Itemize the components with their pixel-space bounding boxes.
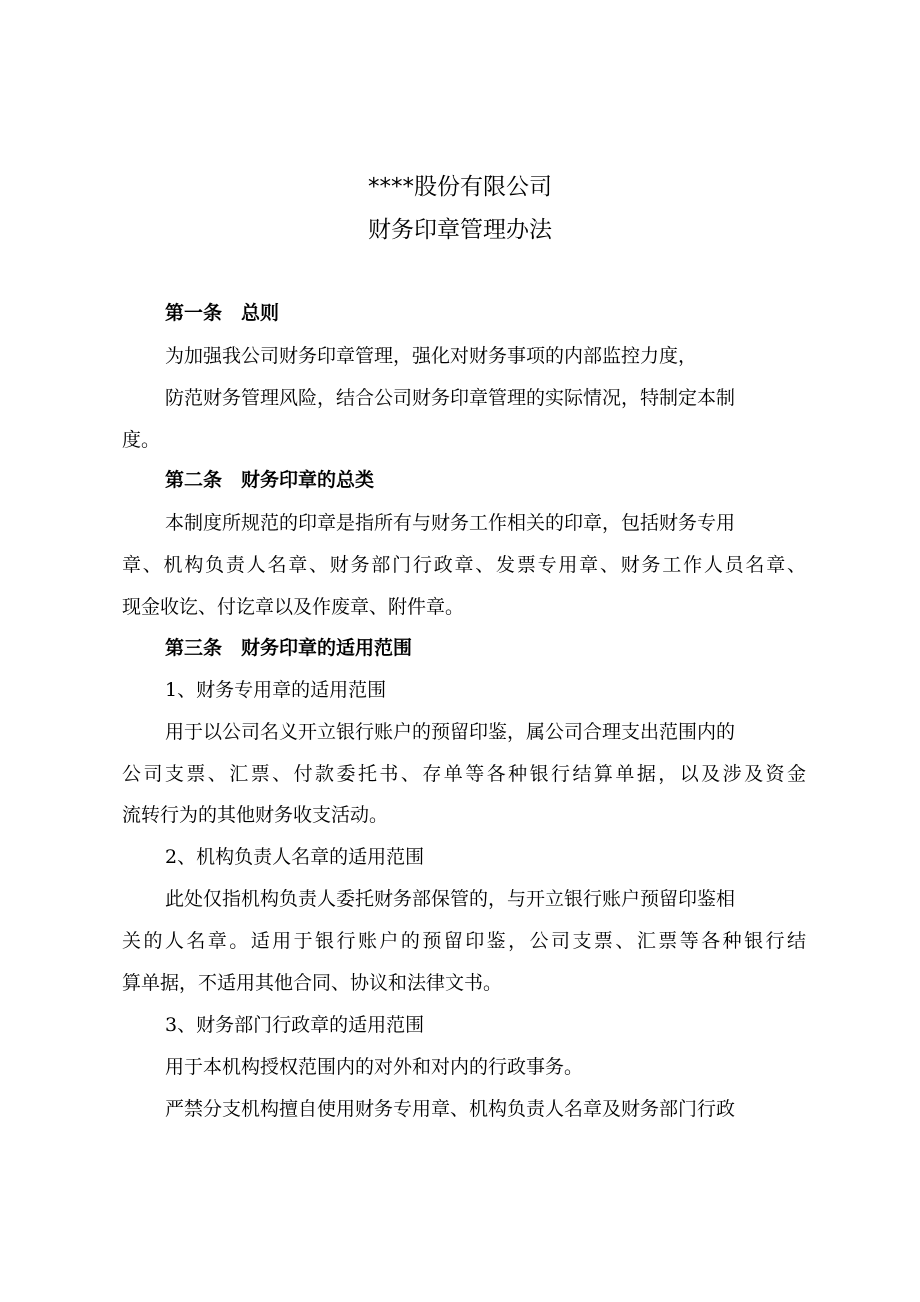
paragraph-line: 用于以公司名义开立银行账户的预留印鉴，属公司合理支出范围内的 — [165, 721, 736, 743]
section-3-heading: 第三条 财务印章的适用范围 — [165, 637, 413, 659]
paragraph-line: 算单据，不适用其他合同、协议和法律文书。 — [122, 972, 503, 994]
paragraph-line: 度。 — [122, 429, 161, 451]
paragraph-line: 此处仅指机构负责人委托财务部保管的，与开立银行账户预留印鉴相 — [165, 888, 736, 910]
paragraph-line: 防范财务管理风险，结合公司财务印章管理的实际情况，特制定本制 — [165, 387, 736, 409]
company-title: ****股份有限公司 — [368, 174, 552, 200]
document-title: 财务印章管理办法 — [368, 217, 552, 243]
paragraph-line: 为加强我公司财务印章管理，强化对财务事项的内部监控力度， — [165, 345, 698, 367]
paragraph-line: 章、机构负责人名章、财务部门行政章、发票专用章、财务工作人员名章、 — [122, 554, 806, 576]
section-2-heading: 第二条 财务印章的总类 — [165, 469, 375, 491]
paragraph-line: 关的人名章。适用于银行账户的预留印鉴，公司支票、汇票等各种银行结 — [122, 930, 806, 952]
section-1-heading: 第一条 总则 — [165, 302, 280, 324]
paragraph-line: 本制度所规范的印章是指所有与财务工作相关的印章，包括财务专用 — [165, 512, 736, 534]
paragraph-line: 现金收讫、付讫章以及作废章、附件章。 — [122, 596, 465, 618]
paragraph-line: 公司支票、汇票、付款委托书、存单等各种银行结算单据，以及涉及资金 — [122, 763, 806, 785]
paragraph-line: 流转行为的其他财务收支活动。 — [122, 804, 389, 826]
item-2-title: 2、机构负责人名章的适用范围 — [165, 846, 425, 868]
item-3-title: 3、财务部门行政章的适用范围 — [165, 1014, 425, 1036]
paragraph-line: 严禁分支机构擅自使用财务专用章、机构负责人名章及财务部门行政 — [165, 1098, 736, 1120]
paragraph-line: 用于本机构授权范围内的对外和对内的行政事务。 — [165, 1056, 584, 1078]
item-1-title: 1、财务专用章的适用范围 — [165, 679, 387, 701]
